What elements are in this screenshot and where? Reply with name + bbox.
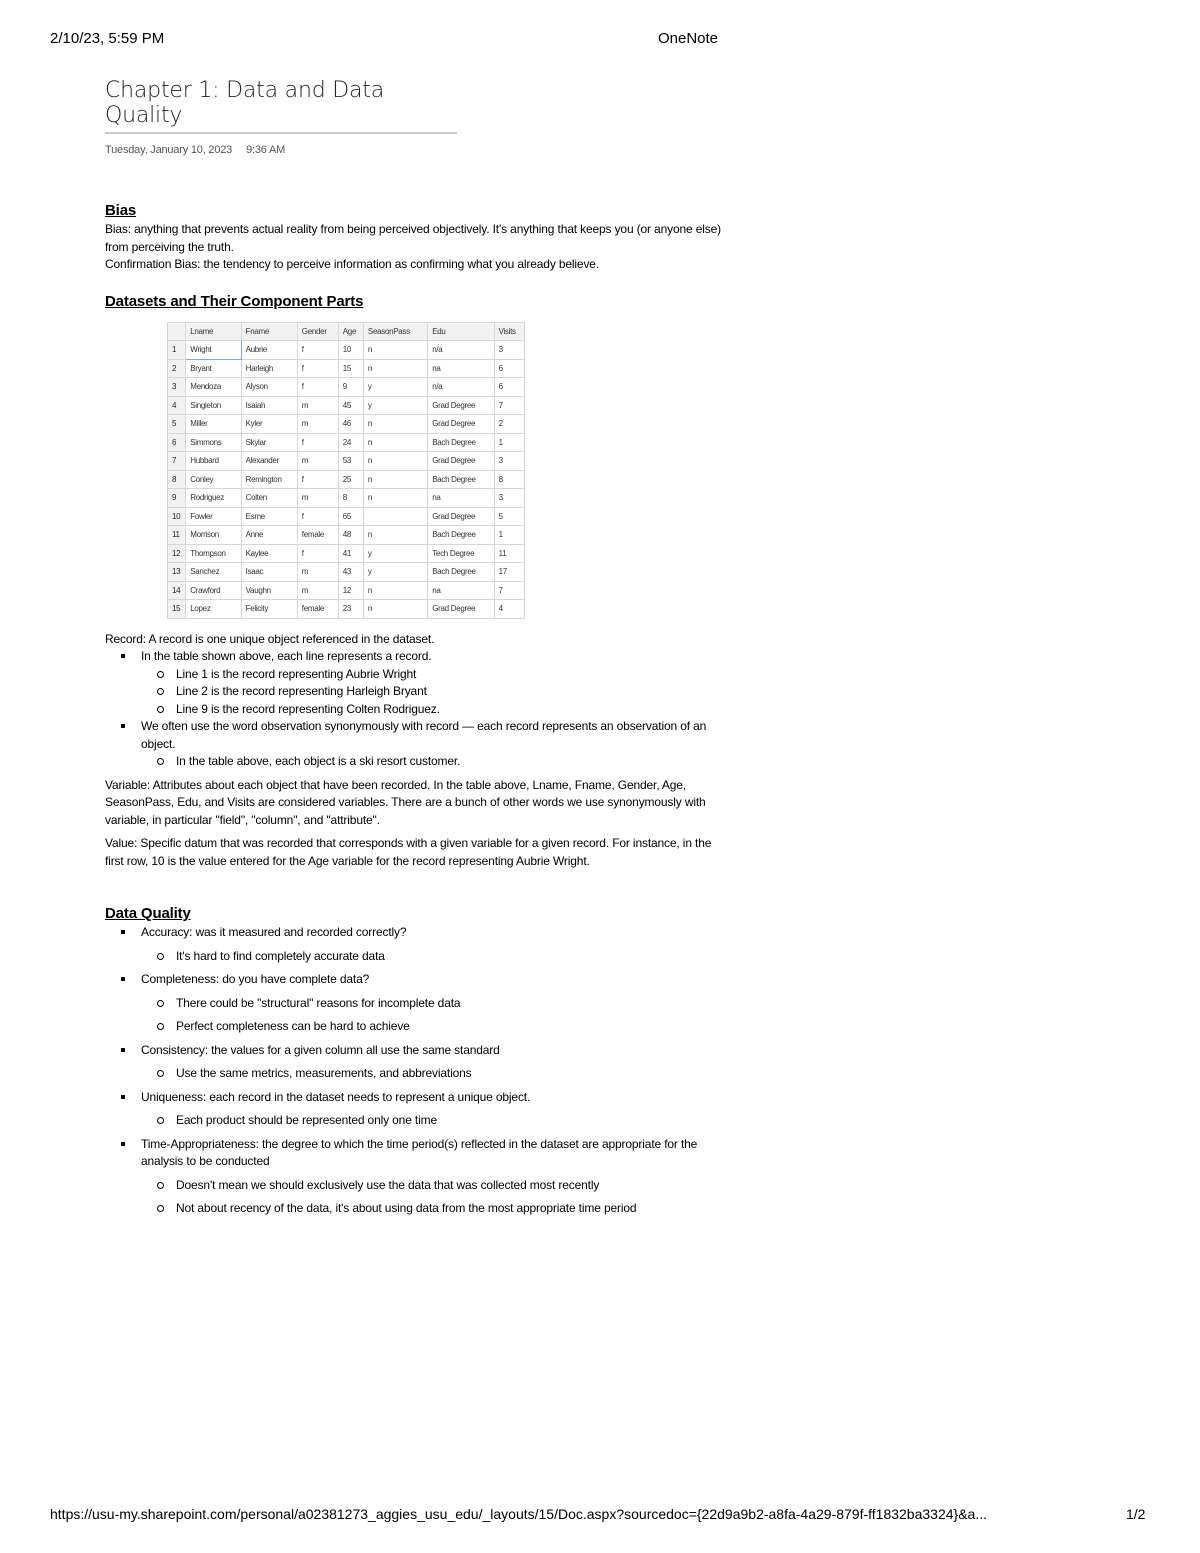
row-number: 1 bbox=[168, 341, 186, 360]
row-number: 7 bbox=[168, 452, 186, 471]
table-cell: n bbox=[363, 341, 427, 360]
table-cell: m bbox=[297, 489, 338, 508]
row-number: 15 bbox=[168, 600, 186, 619]
bias-definition: Bias: anything that prevents actual reality from being perceived objectively. It's anything that keeps you (or anyone else) from perceiving the truth. bbox=[105, 222, 721, 254]
table-cell: n bbox=[363, 415, 427, 434]
page-dateline bbox=[105, 144, 725, 156]
table-cell: Grad Degree bbox=[428, 507, 494, 526]
table-row bbox=[168, 470, 525, 489]
row-number: 13 bbox=[168, 563, 186, 582]
list-item: Doesn't mean we should exclusively use the data that was collected most recently bbox=[176, 1177, 725, 1195]
confirmation-bias-definition: Confirmation Bias: the tendency to perceive information as confirming what you already believe. bbox=[105, 257, 600, 271]
table-cell: 8 bbox=[494, 470, 524, 489]
table-cell: Kyler bbox=[241, 415, 297, 434]
table-cell: Lopez bbox=[186, 600, 241, 619]
print-app-name: OneNote bbox=[657, 30, 719, 47]
table-cell: Sanchez bbox=[186, 563, 241, 582]
table-cell: Harleigh bbox=[241, 359, 297, 378]
table-cell: Bach Degree bbox=[428, 526, 494, 545]
table-cell: 41 bbox=[338, 544, 363, 563]
table-cell: 23 bbox=[338, 600, 363, 619]
table-cell: m bbox=[297, 563, 338, 582]
table-cell: 3 bbox=[494, 452, 524, 471]
page-content bbox=[105, 201, 725, 1218]
table-cell: y bbox=[363, 563, 427, 582]
value-definition: Value: Specific datum that was recorded that corresponds with a given variable for a given record. For instance, in the first row, 10 is the value entered for the Age variable for the record representing Aubrie Wright. bbox=[105, 836, 712, 868]
table-row bbox=[168, 544, 525, 563]
column-header: Lname bbox=[186, 322, 241, 341]
row-number: 6 bbox=[168, 433, 186, 452]
table-cell: f bbox=[297, 470, 338, 489]
table-cell: 6 bbox=[494, 378, 524, 397]
table-cell: Isaiah bbox=[241, 396, 297, 415]
print-footer-url: https://usu-my.sharepoint.com/personal/a02381273_aggies_usu_edu/_layouts/15/Doc.aspx?sourcedoc={22d9a9b2-a8fa-4a29-879f-ff1832ba3324}&a... bbox=[50, 1506, 987, 1522]
table-cell: 8 bbox=[338, 489, 363, 508]
data-quality-heading: Data Quality bbox=[105, 905, 191, 922]
table-cell: Anne bbox=[241, 526, 297, 545]
table-cell: Grad Degree bbox=[428, 415, 494, 434]
table-cell: f bbox=[297, 341, 338, 360]
table-cell: Singleton bbox=[186, 396, 241, 415]
column-header: Visits bbox=[494, 322, 524, 341]
list-item: Consistency: the values for a given column all use the same standard Use the same metrics, measurements, and abbreviations bbox=[141, 1042, 725, 1083]
list-item: Perfect completeness can be hard to achieve bbox=[176, 1018, 725, 1036]
table-cell: Alexander bbox=[241, 452, 297, 471]
table-cell: n bbox=[363, 581, 427, 600]
table-cell: n bbox=[363, 452, 427, 471]
table-cell: n bbox=[363, 359, 427, 378]
table-cell bbox=[363, 507, 427, 526]
column-header: Gender bbox=[297, 322, 338, 341]
list-item: Line 2 is the record representing Harleigh Bryant bbox=[176, 683, 725, 701]
table-row bbox=[168, 396, 525, 415]
table-cell: n bbox=[363, 489, 427, 508]
row-number: 10 bbox=[168, 507, 186, 526]
list-item: Line 1 is the record representing Aubrie Wright bbox=[176, 666, 725, 684]
datasets-heading: Datasets and Their Component Parts bbox=[105, 292, 364, 310]
table-cell: Grad Degree bbox=[428, 452, 494, 471]
table-cell: Kaylee bbox=[241, 544, 297, 563]
list-item: In the table above, each object is a ski resort customer. bbox=[176, 753, 725, 771]
list-item: Line 9 is the record representing Colten Rodriguez. bbox=[176, 701, 725, 719]
table-cell: n/a bbox=[428, 341, 494, 360]
table-header-row bbox=[168, 322, 525, 341]
table-cell: 45 bbox=[338, 396, 363, 415]
table-row bbox=[168, 581, 525, 600]
table-cell: Mendoza bbox=[186, 378, 241, 397]
table-cell: m bbox=[297, 396, 338, 415]
table-cell: 24 bbox=[338, 433, 363, 452]
table-cell: Simmons bbox=[186, 433, 241, 452]
table-cell: Thompson bbox=[186, 544, 241, 563]
page-title[interactable]: Chapter 1: Data and Data Quality bbox=[105, 78, 457, 134]
table-cell: m bbox=[297, 415, 338, 434]
table-cell: 53 bbox=[338, 452, 363, 471]
list-item: Use the same metrics, measurements, and abbreviations bbox=[176, 1065, 725, 1083]
record-bullets bbox=[105, 648, 725, 771]
table-row bbox=[168, 526, 525, 545]
table-cell: n bbox=[363, 526, 427, 545]
table-row bbox=[168, 600, 525, 619]
table-cell: 65 bbox=[338, 507, 363, 526]
table-cell: 1 bbox=[494, 526, 524, 545]
table-row bbox=[168, 563, 525, 582]
row-number: 9 bbox=[168, 489, 186, 508]
table-cell: 5 bbox=[494, 507, 524, 526]
row-number: 14 bbox=[168, 581, 186, 600]
table-cell: Fowler bbox=[186, 507, 241, 526]
table-row bbox=[168, 359, 525, 378]
table-cell: f bbox=[297, 378, 338, 397]
table-cell: f bbox=[297, 507, 338, 526]
table-cell: Skylar bbox=[241, 433, 297, 452]
table-cell: Miller bbox=[186, 415, 241, 434]
table-cell: Alyson bbox=[241, 378, 297, 397]
table-row bbox=[168, 341, 525, 360]
table-cell: Hubbard bbox=[186, 452, 241, 471]
print-page-number: 1/2 bbox=[1126, 1506, 1146, 1522]
list-item: Not about recency of the data, it's about using data from the most appropriate time period bbox=[176, 1200, 725, 1218]
row-number: 3 bbox=[168, 378, 186, 397]
table-cell: Colten bbox=[241, 489, 297, 508]
record-definition: Record: A record is one unique object referenced in the dataset. bbox=[105, 631, 435, 646]
list-item: Time-Appropriateness: the degree to which the time period(s) reflected in the dataset are appropriate for the analysis to be conducted Doesn't mean we should exclusively use the data that was collected most recently Not about recency of the data, it's about using data from the most appropriate time period bbox=[141, 1136, 725, 1218]
table-cell: 3 bbox=[494, 489, 524, 508]
list-item: There could be "structural" reasons for incomplete data bbox=[176, 995, 725, 1013]
table-cell: 17 bbox=[494, 563, 524, 582]
row-number: 8 bbox=[168, 470, 186, 489]
table-cell: 3 bbox=[494, 341, 524, 360]
table-cell: Grad Degree bbox=[428, 600, 494, 619]
table-row bbox=[168, 489, 525, 508]
table-cell: Bach Degree bbox=[428, 433, 494, 452]
column-header: Edu bbox=[428, 322, 494, 341]
column-header: Age bbox=[338, 322, 363, 341]
table-cell: na bbox=[428, 581, 494, 600]
table-cell: 46 bbox=[338, 415, 363, 434]
table-cell: f bbox=[297, 544, 338, 563]
list-item: Each product should be represented only one time bbox=[176, 1112, 725, 1130]
row-number: 5 bbox=[168, 415, 186, 434]
table-cell: Crawford bbox=[186, 581, 241, 600]
table-cell: 25 bbox=[338, 470, 363, 489]
table-cell: Morrison bbox=[186, 526, 241, 545]
table-cell: 43 bbox=[338, 563, 363, 582]
table-cell: na bbox=[428, 489, 494, 508]
table-row bbox=[168, 433, 525, 452]
table-cell: f bbox=[297, 359, 338, 378]
table-cell: 6 bbox=[494, 359, 524, 378]
table-cell: Remington bbox=[241, 470, 297, 489]
table-cell: n bbox=[363, 470, 427, 489]
table-cell: Bach Degree bbox=[428, 563, 494, 582]
list-item: Completeness: do you have complete data? There could be "structural" reasons for incomplete data Perfect completeness can be hard to achieve bbox=[141, 971, 725, 1036]
table-cell: 4 bbox=[494, 600, 524, 619]
table-cell: 7 bbox=[494, 396, 524, 415]
table-cell: Grad Degree bbox=[428, 396, 494, 415]
table-cell: Aubrie bbox=[241, 341, 297, 360]
table-cell: female bbox=[297, 600, 338, 619]
table-cell: Conley bbox=[186, 470, 241, 489]
table-cell: 11 bbox=[494, 544, 524, 563]
row-number: 11 bbox=[168, 526, 186, 545]
table-cell: Tech Degree bbox=[428, 544, 494, 563]
table-cell: Vaughn bbox=[241, 581, 297, 600]
table-row bbox=[168, 452, 525, 471]
table-cell: Rodriguez bbox=[186, 489, 241, 508]
table-cell: 15 bbox=[338, 359, 363, 378]
data-quality-list bbox=[105, 924, 725, 1218]
dataset-table-image bbox=[167, 322, 525, 619]
row-number: 2 bbox=[168, 359, 186, 378]
table-cell: Bryant bbox=[186, 359, 241, 378]
table-cell: 48 bbox=[338, 526, 363, 545]
table-cell: Wright bbox=[186, 341, 241, 360]
list-item: We often use the word observation synonymously with record — each record represents an observation of an object. In the table above, each object is a ski resort customer. bbox=[141, 718, 725, 771]
table-row bbox=[168, 507, 525, 526]
table-cell: Esme bbox=[241, 507, 297, 526]
table-cell: na bbox=[428, 359, 494, 378]
table-cell: y bbox=[363, 396, 427, 415]
column-header bbox=[168, 322, 186, 341]
column-header: Fname bbox=[241, 322, 297, 341]
table-cell: female bbox=[297, 526, 338, 545]
dataset-table bbox=[167, 322, 525, 619]
onenote-page bbox=[105, 78, 725, 1218]
row-number: 12 bbox=[168, 544, 186, 563]
table-cell: n bbox=[363, 433, 427, 452]
list-item: Accuracy: was it measured and recorded correctly? It's hard to find completely accurate data bbox=[141, 924, 725, 965]
table-row bbox=[168, 378, 525, 397]
table-cell: 1 bbox=[494, 433, 524, 452]
table-cell: n bbox=[363, 600, 427, 619]
table-cell: 7 bbox=[494, 581, 524, 600]
table-cell: m bbox=[297, 452, 338, 471]
table-cell: 10 bbox=[338, 341, 363, 360]
row-number: 4 bbox=[168, 396, 186, 415]
table-cell: n/a bbox=[428, 378, 494, 397]
list-item: Uniqueness: each record in the dataset needs to represent a unique object. Each product should be represented only one time bbox=[141, 1089, 725, 1130]
column-header: SeasonPass bbox=[363, 322, 427, 341]
table-cell: 12 bbox=[338, 581, 363, 600]
table-cell: Isaac bbox=[241, 563, 297, 582]
bias-heading: Bias bbox=[105, 202, 137, 219]
table-cell: y bbox=[363, 378, 427, 397]
table-cell: Bach Degree bbox=[428, 470, 494, 489]
table-cell: f bbox=[297, 433, 338, 452]
list-item: It's hard to find completely accurate data bbox=[176, 948, 725, 966]
page-date: Tuesday, January 10, 2023 bbox=[105, 144, 233, 156]
table-row bbox=[168, 415, 525, 434]
page-time: 9:36 AM bbox=[246, 144, 286, 156]
variable-definition: Variable: Attributes about each object that have been recorded. In the table above, Lname, Fname, Gender, Age, SeasonPass, Edu, and Visits are considered variables. There are a bunch of other words we use synonymously with variable, in particular "field", "column", and "attribute". bbox=[105, 777, 706, 827]
table-cell: y bbox=[363, 544, 427, 563]
list-item: In the table shown above, each line represents a record. Line 1 is the record representing Aubrie Wright Line 2 is the record representing Harleigh Bryant Line 9 is the record representing Colten Rodriguez. bbox=[141, 648, 725, 718]
table-cell: m bbox=[297, 581, 338, 600]
table-cell: 9 bbox=[338, 378, 363, 397]
print-datetime: 2/10/23, 5:59 PM bbox=[50, 30, 165, 47]
table-cell: 2 bbox=[494, 415, 524, 434]
table-cell: Felicity bbox=[241, 600, 297, 619]
